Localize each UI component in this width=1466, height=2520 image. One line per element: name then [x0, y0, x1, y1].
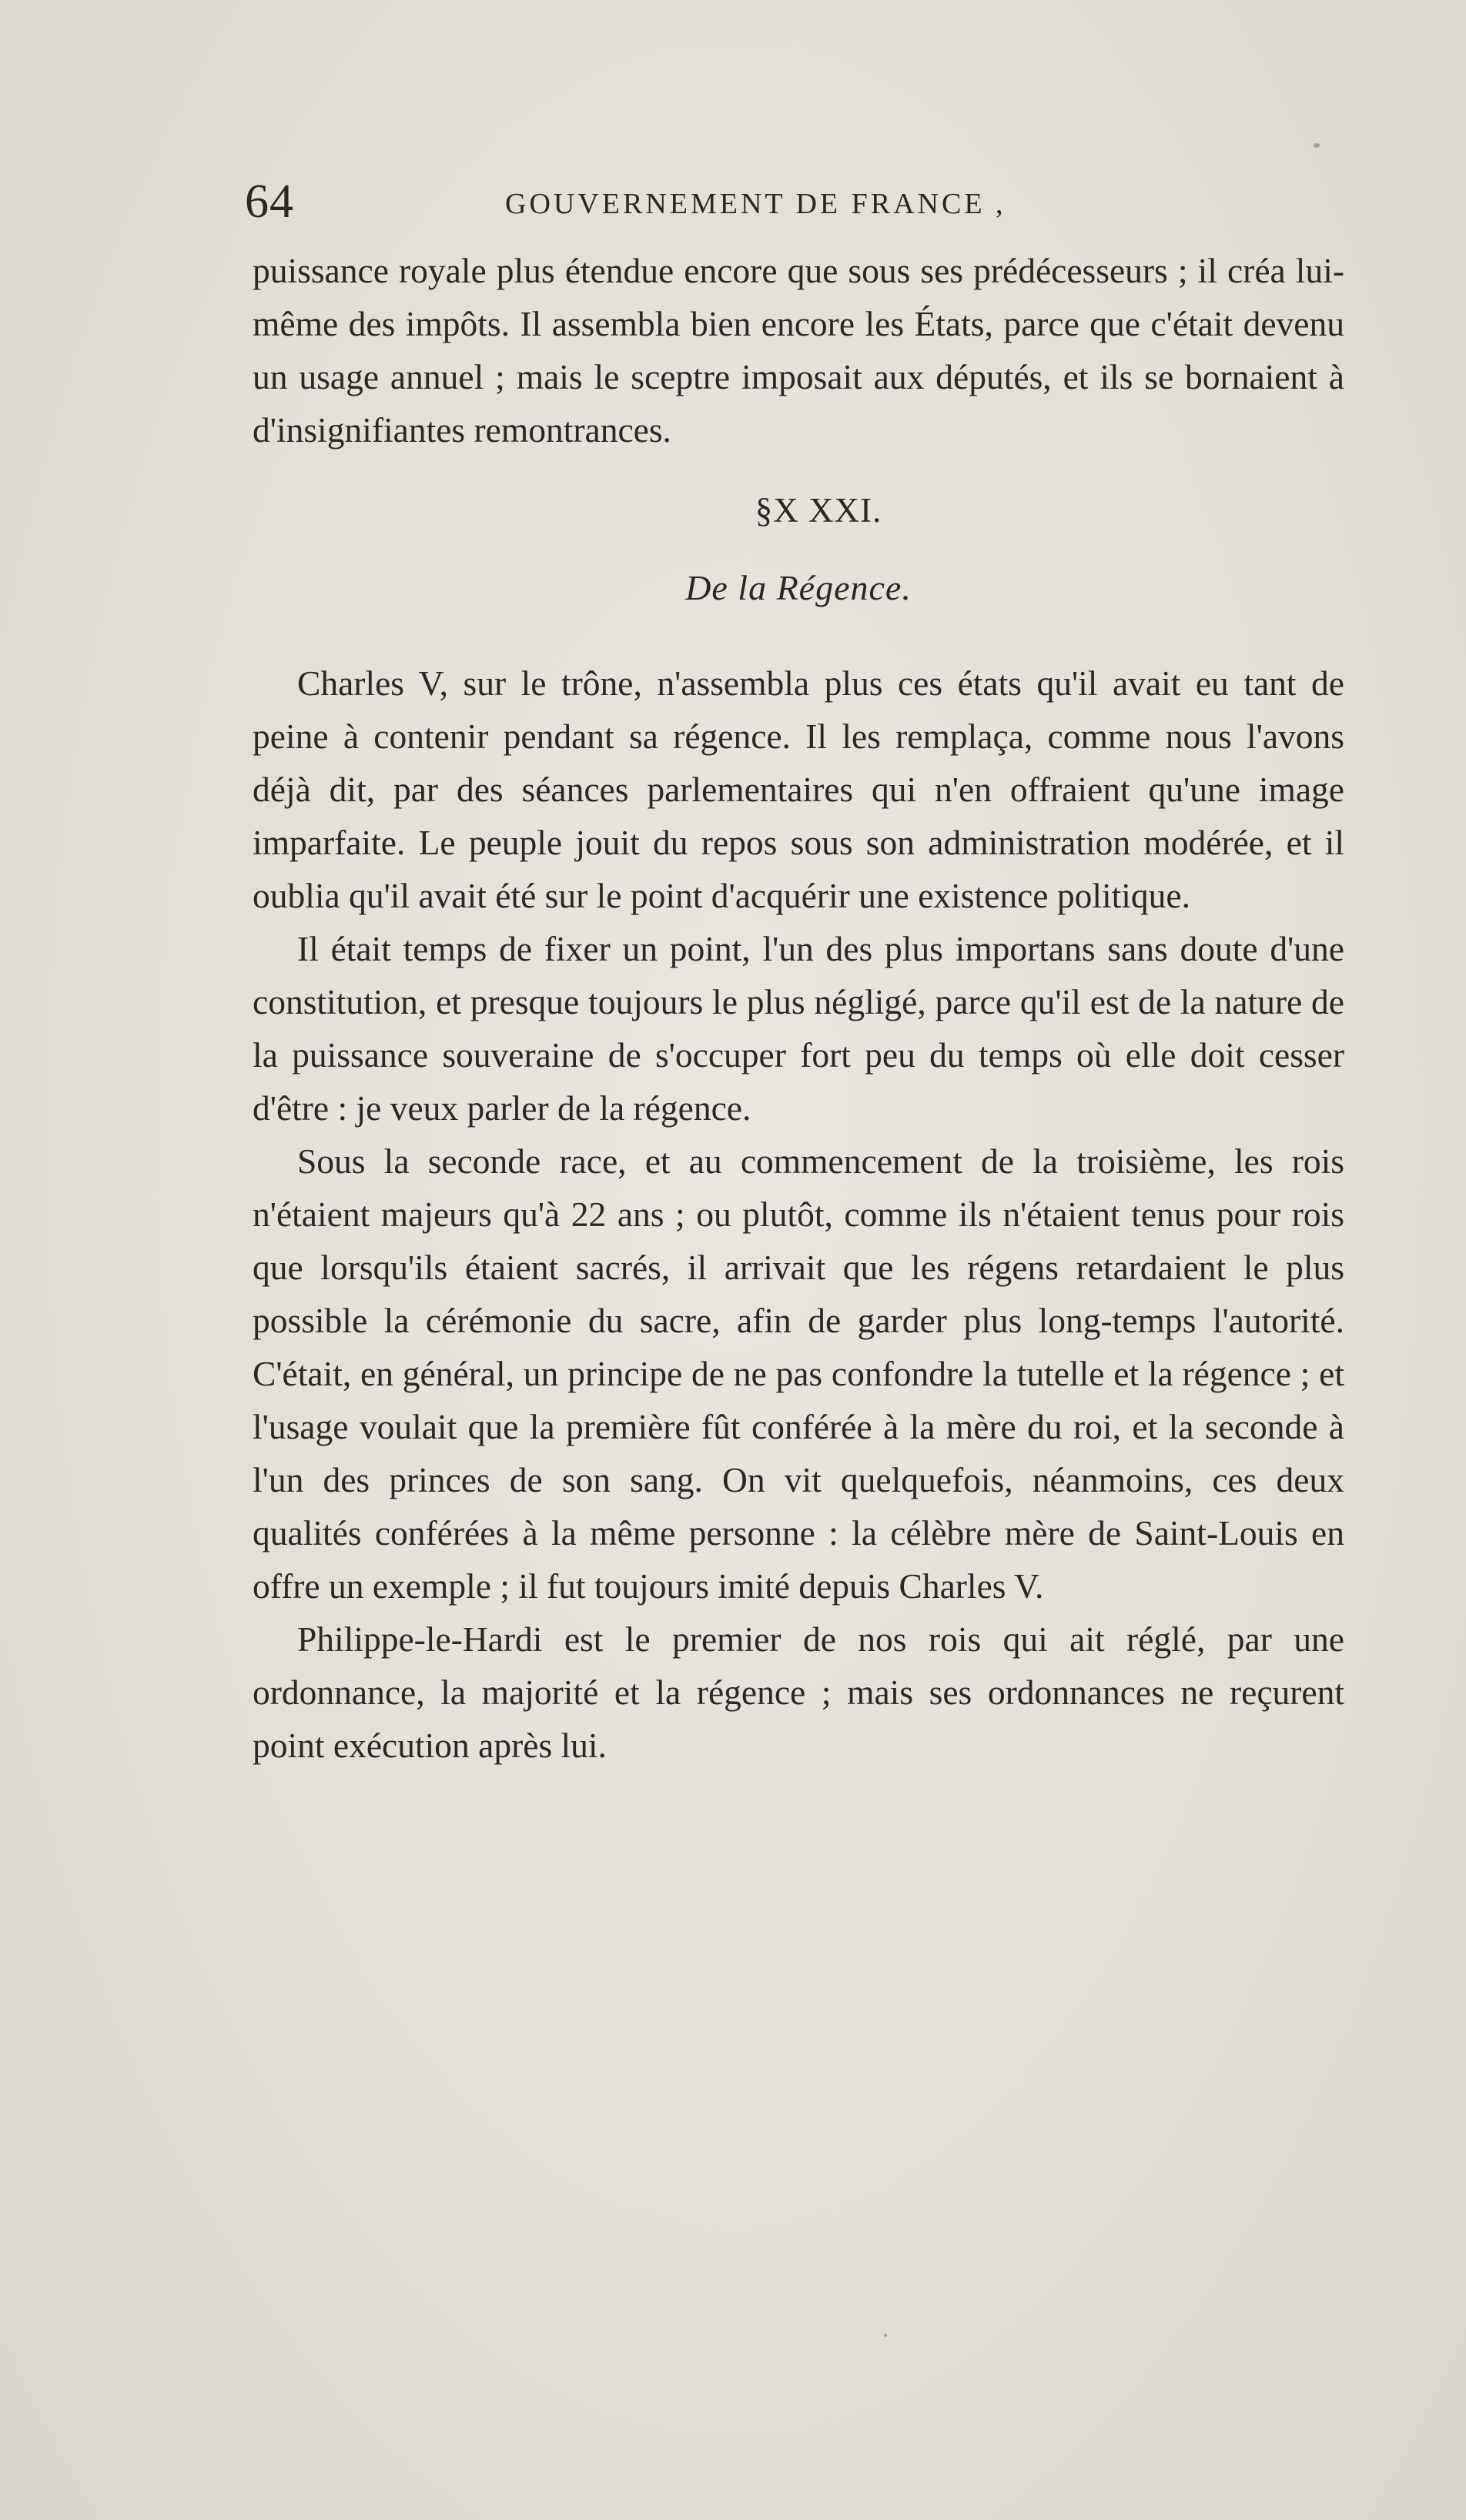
paper-speck: [1314, 143, 1320, 148]
paper-speck: [884, 2334, 887, 2337]
section-title: De la Régence.: [685, 568, 912, 607]
running-head: GOUVERNEMENT DE FRANCE ,: [505, 188, 1006, 220]
body-text: [253, 244, 1344, 1772]
paragraph: Sous la seconde race, et au commencement de la troisième, les rois n'étaient majeurs qu'à 22 ans ; ou plutôt, comme ils n'étaient tenus pour rois que lorsqu'ils étaient sacrés, il arrivait que les régens retardaient le plus possible la cérémonie du sacre, afin de garder plus long-temps l'autorité. C'était, en général, un principe de ne pas confondre la tutelle et la régence ; et l'usage voulait que la première fût conférée à la mère du roi, et la seconde à l'un des princes de son sang. On vit quelquefois, néanmoins, ces deux qualités conférées à la même personne : la célèbre mère de Saint-Louis en offre un exemple ; il fut toujours imité depuis Charles V.: [253, 1141, 1344, 1606]
page-header: [245, 171, 1338, 232]
paragraph: Charles V, sur le trône, n'assembla plus ces états qu'il avait eu tant de peine à contenir pendant sa régence. Il les remplaça, comme nous l'avons déjà dit, par des séances parlementaires qui n'en offraient qu'une image imparfaite. Le peuple jouit du repos sous son administration modérée, et il oublia qu'il avait été sur le point d'acquérir une existence politique.: [253, 663, 1344, 915]
section-number: §X XXI.: [755, 491, 882, 530]
page-number: 64: [245, 175, 294, 228]
paragraph: Il était temps de fixer un point, l'un des plus importans sans doute d'une constitution, et presque toujours le plus négligé, parce qu'il est de la nature de la puissance souveraine de s'occuper fort peu du temps où elle doit cesser d'être : je veux parler de la régence.: [253, 929, 1344, 1128]
paragraph: Philippe-le-Hardi est le premier de nos rois qui ait réglé, par une ordonnance, la majorité et la régence ; mais ses ordonnances ne reçurent point exécution après lui.: [253, 1619, 1344, 1765]
paragraph: puissance royale plus étendue encore que sous ses prédécesseurs ; il créa lui-même des impôts. Il assembla bien encore les États, parce que c'était devenu un usage annuel ; mais le sceptre imposait aux députés, et ils se bornaient à d'insignifiantes remontrances.: [253, 251, 1344, 450]
